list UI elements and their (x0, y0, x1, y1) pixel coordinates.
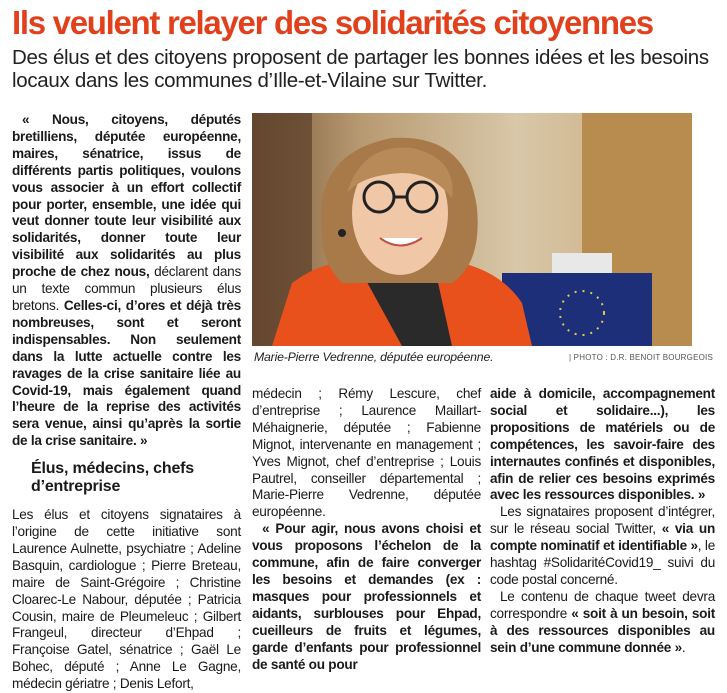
tweet-content-paragraph (490, 589, 715, 657)
action-quote-continued: aide à domicile, accompagnement social et solidaire...), les propositions de matériels ou de compétences, les savoir-faire des internautes confinés et disponibles, afin de relier ces besoins exprimés avec les ressources disponibles. » (490, 386, 715, 503)
portrait-illustration (252, 113, 692, 346)
hashtag-text-b: « via un compte nominatif et identifiable » (490, 521, 715, 554)
signatories-paragraph: Les élus et citoyens signataires à l’origine de cette initiative sont Laurence Aulnette, psychiatre ; Adeline Basquin, cardiologue ; Pierre Breteau, maire de Saint-Grégoire ; Christine Cloarec-Le Nabour, députée ; Patricia Cousin, maire de Pleumeleuc ; Gilbert Frangeul, directeur d’Ehpad ; Françoise Gatel, sénatrice ; Gaël Le Bohec, député ; Anne Le Gagne, médecin gériatre ; Denis Lefort, (12, 507, 241, 692)
hashtag-text-a: Les signataires proposent d’intégrer, sur le réseau social Twitter, (490, 504, 715, 537)
photo-caption: Marie-Pierre Vedrenne, députée européenne. (254, 350, 494, 364)
quote-bold-1: « Nous, citoyens, députés bretilliens, députée européenne, maires, sénatrice, issus de différents partis politiques, voulons vous associer à un effort collectif pour porter, ensemble, une idée qui veut donner toute leur visibilité aux solidarités, donner toute leur visibilité aux solidarités au plus proche de chez nous, (12, 112, 241, 280)
headline: Ils veulent relayer des solidarités citoyennes (12, 4, 653, 41)
column-2 (252, 386, 481, 673)
column-3 (490, 386, 715, 657)
photo-credit: | PHOTO : D.R. BENOIT BOURGEOIS (568, 353, 713, 362)
quote-bold-2: Celles-ci, d’ores et déjà très nombreuses, sont et seront indispensables. Non seulement dans la lutte actuelle contre les ravages de la crise sanitaire liée au Covid-19, mais également quand l’heure de la reprise des activités sera venue, ainsi qu’après la sortie de la crise sanitaire. » (12, 297, 241, 449)
intro-quote (12, 112, 241, 450)
column-1 (12, 112, 241, 693)
quote-plain: déclarent dans un texte commun plusieurs élus bretons. (12, 264, 242, 313)
hashtag-text-c: , le hashtag #SolidaritéCovid19_ suivi du code postal concerné. (490, 538, 715, 587)
signatories-continued: médecin ; Rémy Lescure, chef d’entreprise ; Laurence Maillart-Méhaignerie, députée ; Fabienne Mignot, intervenante en management ; Yves Mignot, chef d’entreprise ; Louis Pautrel, conseiller départemental ; Marie-Pierre Vedrenne, députée européenne. (252, 386, 481, 520)
tweet-text-b: « soit à un besoin, soit à des ressources disponibles au sein d’une commune donnée » (490, 605, 715, 655)
tweet-text-a: Le contenu de chaque tweet devra correspondre (490, 588, 715, 621)
hashtag-paragraph (490, 504, 715, 589)
subhead: Élus, médecins, chefs d’entreprise (31, 460, 194, 496)
photo-marie-pierre-vedrenne (252, 113, 692, 346)
action-quote: « Pour agir, nous avons choisi et vous proposons l’échelon de la commune, afin de faire converger les besoins et demandes (ex : masques pour professionnels et aidants, surblouses pour Ehpad, cueilleurs de fruits et légumes, garde d’enfants pour professionnel de santé ou pour (252, 521, 481, 672)
subtitle: Des élus et des citoyens proposent de partager les bonnes idées et les besoins locaux dans les communes d’Ille-et-Vilaine sur Twitter. (12, 46, 709, 92)
tweet-text-c: . (681, 639, 686, 655)
